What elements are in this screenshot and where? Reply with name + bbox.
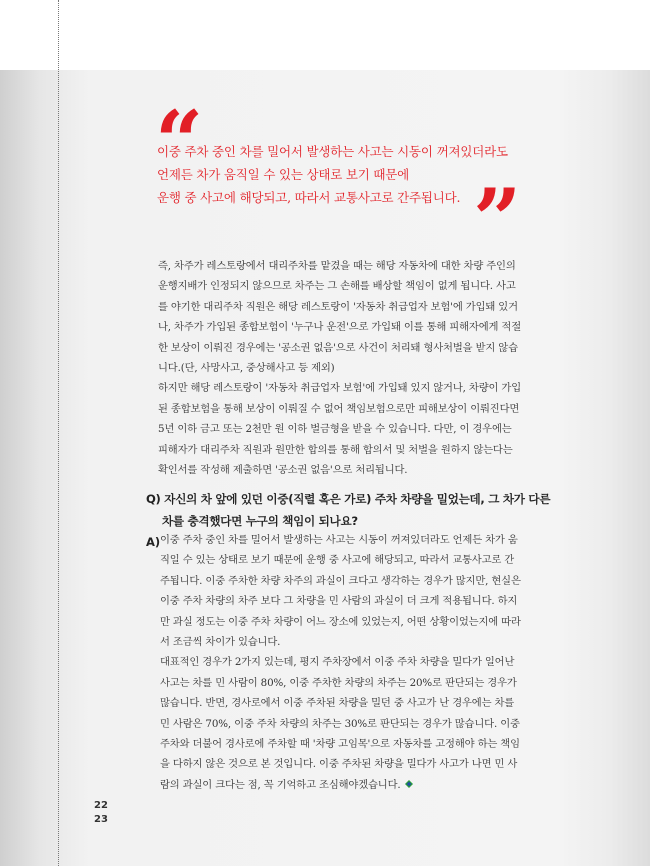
text-line: 직일 수 있는 상태로 보기 때문에 운행 중 사고에 해당되고, 따라서 교통사고로 간 xyxy=(160,554,515,567)
text-line: 이중 주차 중인 차를 밀어서 발생하는 사고는 시동이 꺼져있더라도 언제든 차가 움 xyxy=(160,534,518,546)
page-numbers xyxy=(94,799,108,827)
text-line xyxy=(160,775,552,795)
text-line: 를 야기한 대리주차 직원은 해당 레스토랑이 '자동차 취급업자 보험'에 가입돼 있거 xyxy=(158,300,518,313)
open-quote-mark: “ xyxy=(155,100,204,150)
text-line: 민 사람은 70%, 이중 주차 차량의 차주는 30%로 판단되는 경우가 많습니다. 이중 xyxy=(160,717,520,730)
close-quote-mark: ” xyxy=(473,178,522,228)
text-line: 사고는 차를 민 사람이 80%, 이중 주차한 차량의 차주는 20%로 판단되는 경우가 xyxy=(160,676,517,689)
text-line: 만 과실 정도는 이중 주차 차량이 어느 장소에 있었는지, 어떤 상황이었는지에 따라 xyxy=(160,615,521,628)
end-mark-icon xyxy=(405,780,413,788)
text-line: 하지만 해당 레스토랑이 '자동차 취급업자 보험'에 가입돼 있지 않거나, 차량이 가입 xyxy=(158,382,522,395)
text-line: 한 보상이 이뤄진 경우에는 '공소권 없음'으로 사건이 처리돼 형사처벌을 받지 않습 xyxy=(158,341,518,354)
pull-quote-line: 이중 주차 중인 차를 밀어서 발생하는 사고는 시동이 꺼져있더라도 xyxy=(157,144,508,159)
answer-label: A) xyxy=(146,535,161,549)
text-line: 확인서를 작성해 제출하면 '공소권 없음'으로 처리됩니다. xyxy=(158,464,408,477)
text-line: 주됩니다. 이중 주차한 차량 차주의 과실이 크다고 생각하는 경우가 많지만, 현실은 xyxy=(160,574,521,587)
text-line: 즉, 차주가 레스토랑에서 대리주차를 맡겼을 때는 해당 자동차에 대한 차량 주인의 xyxy=(158,260,516,272)
answer-paragraph xyxy=(160,530,552,795)
text-line: 운행지배가 인정되지 않으므로 차주는 그 손해를 배상할 책임이 없게 됩니다. 사고 xyxy=(158,280,516,293)
text-line: 서 조금씩 차이가 있습니다. xyxy=(160,636,281,649)
text-line: 된 종합보험을 통해 보상이 이뤄질 수 없어 책임보험으로만 피해보상이 이뤄진다면 xyxy=(158,402,520,415)
page-number-right: 23 xyxy=(94,814,108,825)
fold-guide-line xyxy=(58,0,59,866)
question-line: Q) 자신의 차 앞에 있던 이중(직렬 혹은 가로) 주차 차량을 밀었는데, 그 차가 다른 xyxy=(146,492,551,506)
body-paragraph-valet xyxy=(158,256,550,480)
text-line: 을 다하지 않은 것으로 본 것입니다. 이중 주차된 차량을 밀다가 사고가 나면 민 사 xyxy=(160,758,518,771)
text-line: 피해자가 대리주차 직원과 원만한 합의를 통해 합의서 및 처벌을 원하지 않는다는 xyxy=(158,443,513,456)
pull-quote-line: 언제든 차가 움직일 수 있는 상태로 보기 때문에 xyxy=(157,167,410,182)
top-margin xyxy=(0,0,650,70)
text-line: 많습니다. 반면, 경사로에서 이중 주차된 차량을 밀던 중 사고가 난 경우에는 차를 xyxy=(160,697,515,710)
text-line-content: 람의 과실이 크다는 점, 꼭 기억하고 조심해야겠습니다. xyxy=(160,778,401,791)
text-line: 이중 주차 차량의 차주 보다 그 차량을 민 사람의 과실이 더 크게 적용됩니다. 하지 xyxy=(160,595,518,608)
pull-quote-line: 운행 중 사고에 해당되고, 따라서 교통사고로 간주됩니다. xyxy=(157,190,461,205)
text-line: 니다.(단, 사망사고, 중상해사고 등 제외) xyxy=(158,362,335,375)
question-heading xyxy=(146,488,556,532)
text-line: 나, 차주가 가입된 종합보험이 '누구나 운전'으로 가입돼 이를 통해 피해자에게 적절 xyxy=(158,321,522,334)
page-number-left: 22 xyxy=(94,800,108,811)
question-line: 차를 충격했다면 누구의 책임이 되나요? xyxy=(162,514,358,528)
text-line: 5년 이하 금고 또는 2천만 원 이하 벌금형을 받을 수 있습니다. 다만, 이 경우에는 xyxy=(158,423,512,436)
text-line: 대표적인 경우가 2가지 있는데, 평지 주차장에서 이중 주차 차량을 밀다가 일어난 xyxy=(160,656,515,669)
text-line: 주차와 더불어 경사로에 주차할 때 '차량 고임목'으로 자동차를 고정해야 하는 책임 xyxy=(160,738,520,751)
pull-quote xyxy=(157,140,508,209)
